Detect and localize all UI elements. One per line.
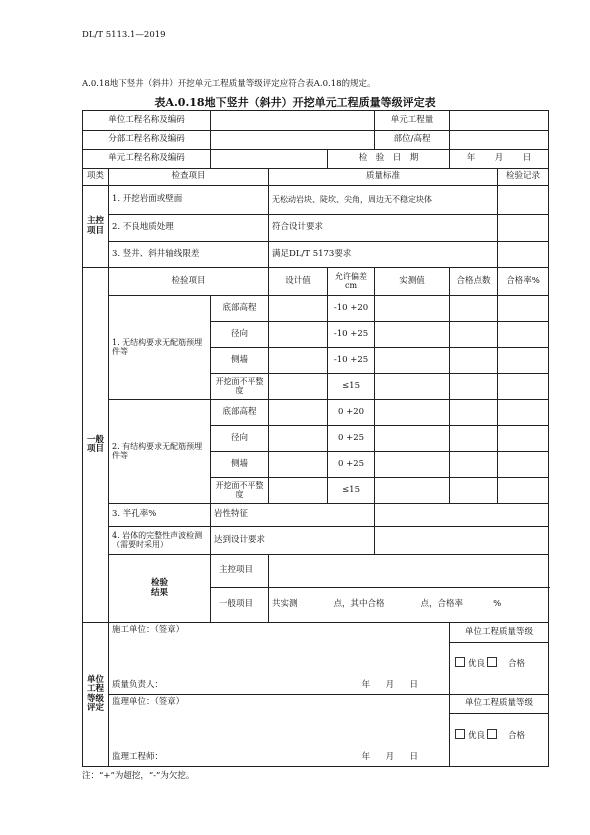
construction-day: 日 <box>409 679 419 690</box>
design-value-field[interactable] <box>269 452 328 478</box>
quality-grade-table <box>82 110 549 767</box>
result-text-b: 点，其中合格 <box>333 599 385 610</box>
general-row <box>83 400 549 426</box>
main-item-record[interactable] <box>498 215 549 242</box>
main-control-label: 主控 项目 <box>83 186 109 268</box>
general-extra-row <box>83 527 549 555</box>
date-day: 日 <box>522 153 532 164</box>
sub-project-name-field[interactable] <box>211 131 375 150</box>
construction-unit: 施工单位：（签章） <box>112 625 185 635</box>
evaluation-label: 单位 工程 等级 评定 <box>83 623 109 767</box>
general-group-name: 2. 有结构要求无配筋预埋件等 <box>109 400 211 504</box>
construction-grade-options <box>450 643 549 695</box>
general-sub-item-name: 径向 <box>211 322 269 348</box>
measured-field[interactable] <box>375 478 450 504</box>
result-text-c: 点，合格率 <box>420 599 464 610</box>
date-month: 月 <box>494 153 504 164</box>
unit-element-name-field[interactable] <box>211 150 328 169</box>
general-extra-row <box>83 504 549 527</box>
unit-project-name-field[interactable] <box>211 111 375 131</box>
unit-work-qty-label: 单元工程量 <box>375 111 450 131</box>
main-item-record[interactable] <box>498 186 549 215</box>
doc-code: DL/T 5113.1—2019 <box>82 30 166 40</box>
intro-text: A.0.18地下竖井（斜井）开挖单元工程质量等级评定应符合表A.0.18的规定。 <box>82 79 376 89</box>
result-general-text <box>269 588 549 623</box>
supervision-person: 监理工程师： <box>112 751 164 762</box>
info-row-1 <box>83 111 549 131</box>
result-main-label: 主控项目 <box>211 555 269 588</box>
general-sub-tolerance: 允许偏差 cm <box>328 268 375 296</box>
general-sub-measured: 实测值 <box>375 268 450 296</box>
general-label: 一般 项目 <box>83 268 109 623</box>
general-row <box>83 296 549 322</box>
general-sub-pass-count: 合格点数 <box>450 268 498 296</box>
main-item-standard: 无松动岩块、陡坎、尖角，周边无不稳定块体 <box>269 186 498 215</box>
pass-count-field[interactable] <box>450 322 498 348</box>
result-main-row <box>83 555 549 588</box>
tolerance-value: -10 +20 <box>328 296 375 322</box>
pass-rate-field[interactable] <box>498 452 549 478</box>
measured-field[interactable] <box>375 426 450 452</box>
position-elev-label: 部位/高程 <box>375 131 450 150</box>
pass-rate-field[interactable] <box>498 478 549 504</box>
main-item-name: 1. 开挖岩面或壁面 <box>109 186 269 215</box>
design-value-field[interactable] <box>269 400 328 426</box>
construction-excellent-label: 优良 <box>468 659 486 670</box>
design-value-field[interactable] <box>269 374 328 400</box>
tolerance-value: 0 +25 <box>328 426 375 452</box>
general-extra-standard: 达到设计要求 <box>211 527 375 555</box>
design-value-field[interactable] <box>269 296 328 322</box>
supervision-grade-options <box>450 714 549 767</box>
construction-pass-label: 合格 <box>508 659 526 670</box>
result-general-label: 一般项目 <box>211 588 269 623</box>
general-sub-item: 检验项目 <box>109 268 269 296</box>
design-value-field[interactable] <box>269 478 328 504</box>
design-value-field[interactable] <box>269 426 328 452</box>
general-sub-item-name: 侧墙 <box>211 348 269 374</box>
inspect-date-label: 检 验 日 期 <box>328 150 450 169</box>
general-sub-item-name: 底部高程 <box>211 400 269 426</box>
pass-rate-field[interactable] <box>498 400 549 426</box>
supervision-excellent-checkbox[interactable] <box>455 729 465 739</box>
construction-month: 月 <box>385 679 395 690</box>
header-item: 检查项目 <box>109 169 269 186</box>
sub-project-name-label: 分部工程名称及编码 <box>83 131 211 150</box>
construction-pass-checkbox[interactable] <box>487 657 497 667</box>
pass-rate-field[interactable] <box>498 322 549 348</box>
pass-rate-field[interactable] <box>498 296 549 322</box>
pass-count-field[interactable] <box>450 400 498 426</box>
general-extra-name: 4. 岩体的完整性声波检测（需要时采用） <box>109 527 211 555</box>
main-item-standard: 符合设计要求 <box>269 215 498 242</box>
info-row-2 <box>83 131 549 150</box>
general-sub-pass-rate: 合格率% <box>498 268 549 296</box>
supervision-grade-title: 单位工程质量等级 <box>450 695 549 714</box>
result-text-a: 共实测 <box>272 599 298 610</box>
main-item-record[interactable] <box>498 242 549 268</box>
tolerance-value: -10 +25 <box>328 322 375 348</box>
measured-field[interactable] <box>375 348 450 374</box>
pass-rate-field[interactable] <box>498 426 549 452</box>
result-main-field[interactable] <box>269 555 549 588</box>
general-sub-item-name: 径向 <box>211 426 269 452</box>
design-value-field[interactable] <box>269 322 328 348</box>
tolerance-value: -10 +25 <box>328 348 375 374</box>
general-extra-record[interactable] <box>375 504 549 527</box>
supervision-unit: 监理单位：（签章） <box>112 697 185 707</box>
footnote: 注：“+”为超挖，“-”为欠挖。 <box>82 771 195 781</box>
pass-count-field[interactable] <box>450 296 498 322</box>
inspect-date-field[interactable] <box>450 150 549 169</box>
header-row <box>83 169 549 186</box>
unit-project-name-label: 单位工程名称及编码 <box>83 111 211 131</box>
general-extra-record[interactable] <box>375 527 549 555</box>
result-text-d: % <box>493 599 502 610</box>
position-elev-field[interactable] <box>450 131 549 150</box>
pass-count-field[interactable] <box>450 426 498 452</box>
pass-count-field[interactable] <box>450 348 498 374</box>
supervision-pass-label: 合格 <box>508 730 526 741</box>
general-sub-item-name: 底部高程 <box>211 296 269 322</box>
general-sub-design: 设计值 <box>269 268 328 296</box>
main-item-standard: 满足DL/T 5173要求 <box>269 242 498 268</box>
eval-construction-row-top <box>83 623 549 643</box>
tolerance-value: ≤15 <box>328 374 375 400</box>
header-record: 检验记录 <box>498 169 549 186</box>
date-year: 年 <box>466 153 476 164</box>
tolerance-value: 0 +20 <box>328 400 375 426</box>
pass-rate-field[interactable] <box>498 348 549 374</box>
measured-field[interactable] <box>375 374 450 400</box>
result-label: 检验 结果 <box>109 555 211 623</box>
design-value-field[interactable] <box>269 348 328 374</box>
supervision-pass-checkbox[interactable] <box>487 729 497 739</box>
supervision-month: 月 <box>385 751 395 762</box>
header-type: 项类 <box>83 169 109 186</box>
main-control-row-2 <box>83 215 549 242</box>
main-control-row-1 <box>83 186 549 215</box>
table-title: 表A.0.18地下竖井（斜井）开挖单元工程质量等级评定表 <box>154 96 436 109</box>
measured-field[interactable] <box>375 400 450 426</box>
construction-grade-title: 单位工程质量等级 <box>450 623 549 643</box>
measured-field[interactable] <box>375 296 450 322</box>
tolerance-value: ≤15 <box>328 478 375 504</box>
main-control-row-3 <box>83 242 549 268</box>
construction-excellent-checkbox[interactable] <box>455 657 465 667</box>
measured-field[interactable] <box>375 322 450 348</box>
construction-year: 年 <box>361 679 371 690</box>
unit-element-name-label: 单元工程名称及编码 <box>83 150 211 169</box>
info-row-3 <box>83 150 549 169</box>
general-subheader-row <box>83 268 549 296</box>
supervision-excellent-label: 优良 <box>468 730 486 741</box>
pass-rate-field[interactable] <box>498 374 549 400</box>
pass-count-field[interactable] <box>450 374 498 400</box>
supervision-sign-area[interactable] <box>109 695 450 767</box>
general-group-name: 1. 无结构要求无配筋预埋件等 <box>109 296 211 400</box>
construction-sign-area[interactable] <box>109 623 450 695</box>
pass-count-field[interactable] <box>450 452 498 478</box>
tolerance-value: 0 +25 <box>328 452 375 478</box>
general-sub-item-name: 开挖面不平整度 <box>211 374 269 400</box>
general-extra-name: 3. 半孔率% <box>109 504 211 527</box>
construction-person: 质量负责人： <box>112 679 164 690</box>
eval-supervision-row-top <box>83 695 549 714</box>
general-sub-item-name: 侧墙 <box>211 452 269 478</box>
supervision-year: 年 <box>361 751 371 762</box>
unit-work-qty-field[interactable] <box>450 111 549 131</box>
main-item-name: 3. 竖井、斜井轴线限差 <box>109 242 269 268</box>
measured-field[interactable] <box>375 452 450 478</box>
pass-count-field[interactable] <box>450 478 498 504</box>
header-standard: 质量标准 <box>269 169 498 186</box>
supervision-day: 日 <box>409 751 419 762</box>
general-sub-item-name: 开挖面不平整度 <box>211 478 269 504</box>
main-item-name: 2. 不良地质处理 <box>109 215 269 242</box>
general-extra-standard: 岩性特征 <box>211 504 375 527</box>
